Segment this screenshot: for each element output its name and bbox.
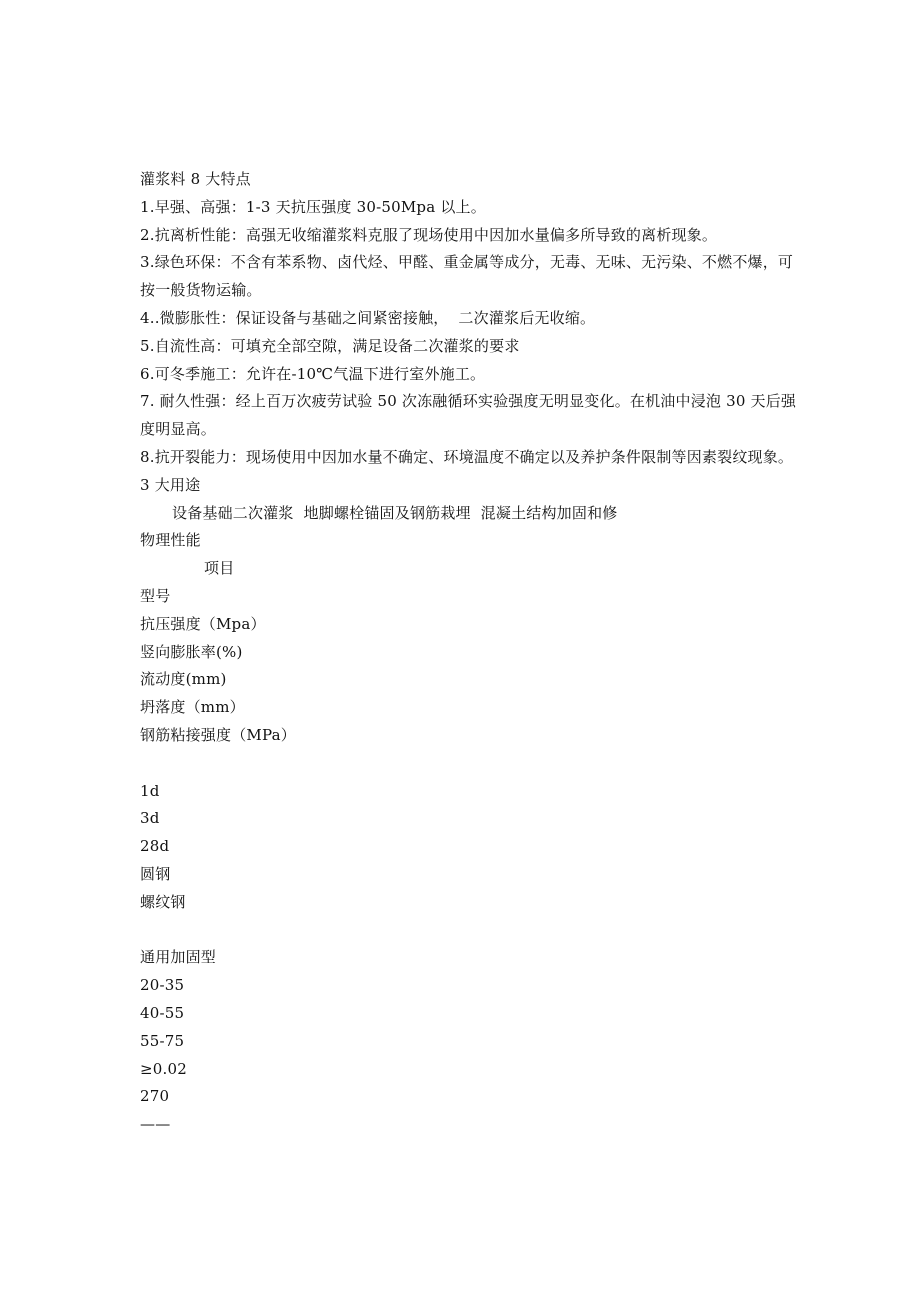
feature-item: 5.自流性高：可填充全部空隙，满足设备二次灌浆的要求: [140, 336, 520, 355]
uses-text: 设备基础二次灌浆 地脚螺栓锚固及钢筋栽埋 混凝土结构加固和修: [172, 503, 618, 522]
table-value: 20-35: [140, 976, 185, 995]
document-body: [140, 166, 800, 1139]
table-row-label: 抗压强度（Mpa）: [140, 614, 266, 633]
table-value: 40-55: [140, 1003, 185, 1022]
section-title-physical: 物理性能: [140, 531, 201, 550]
table-row-label: 钢筋粘接强度（MPa）: [140, 725, 296, 744]
blank-line: [140, 917, 800, 945]
table-value: 270: [140, 1087, 170, 1106]
table-sub-label: 28d: [140, 837, 170, 856]
table-sub-label: 1d: [140, 781, 160, 800]
table-item-header: 项目: [204, 559, 235, 578]
blank-line: [140, 750, 800, 778]
feature-item: 2.抗离析性能：高强无收缩灌浆料克服了现场使用中因加水量偏多所导致的离析现象。: [140, 225, 718, 244]
table-sub-label: 圆钢: [140, 864, 171, 883]
table-type-name: 通用加固型: [140, 948, 217, 967]
feature-item: 8.抗开裂能力：现场使用中因加水量不确定、环境温度不确定以及养护条件限制等因素裂纹现象。: [140, 447, 794, 466]
table-value: ——: [140, 1115, 171, 1134]
table-row-label: 型号: [140, 586, 171, 605]
section-title-uses: 3 大用途: [140, 475, 201, 494]
feature-item: 7. 耐久性强：经上百万次疲劳试验 50 次冻融循环实验强度无明显变化。在机油中浸泡 30 天后强度明显高。: [140, 392, 797, 439]
feature-item: 6.可冬季施工：允许在-10℃气温下进行室外施工。: [140, 364, 486, 383]
table-row-label: 坍落度（mm）: [140, 698, 245, 717]
table-row-label: 流动度(mm): [140, 670, 227, 689]
table-row-label: 竖向膨胀率(%): [140, 642, 243, 661]
section-title-features: 灌浆料 8 大特点: [140, 170, 251, 188]
feature-item: 1.早强、高强：1-3 天抗压强度 30-50Mpa 以上。: [140, 197, 486, 216]
table-value: 55-75: [140, 1031, 185, 1050]
feature-item: 4..微膨胀性：保证设备与基础之间紧密接触， 二次灌浆后无收缩。: [140, 308, 596, 327]
table-value: ≥0.02: [140, 1059, 187, 1078]
table-sub-label: 螺纹钢: [140, 892, 186, 911]
table-sub-label: 3d: [140, 809, 160, 828]
feature-item: 3.绿色环保：不含有苯系物、卤代烃、甲醛、重金属等成分，无毒、无味、无污染、不燃不爆，可按一般货物运输。: [140, 253, 794, 300]
